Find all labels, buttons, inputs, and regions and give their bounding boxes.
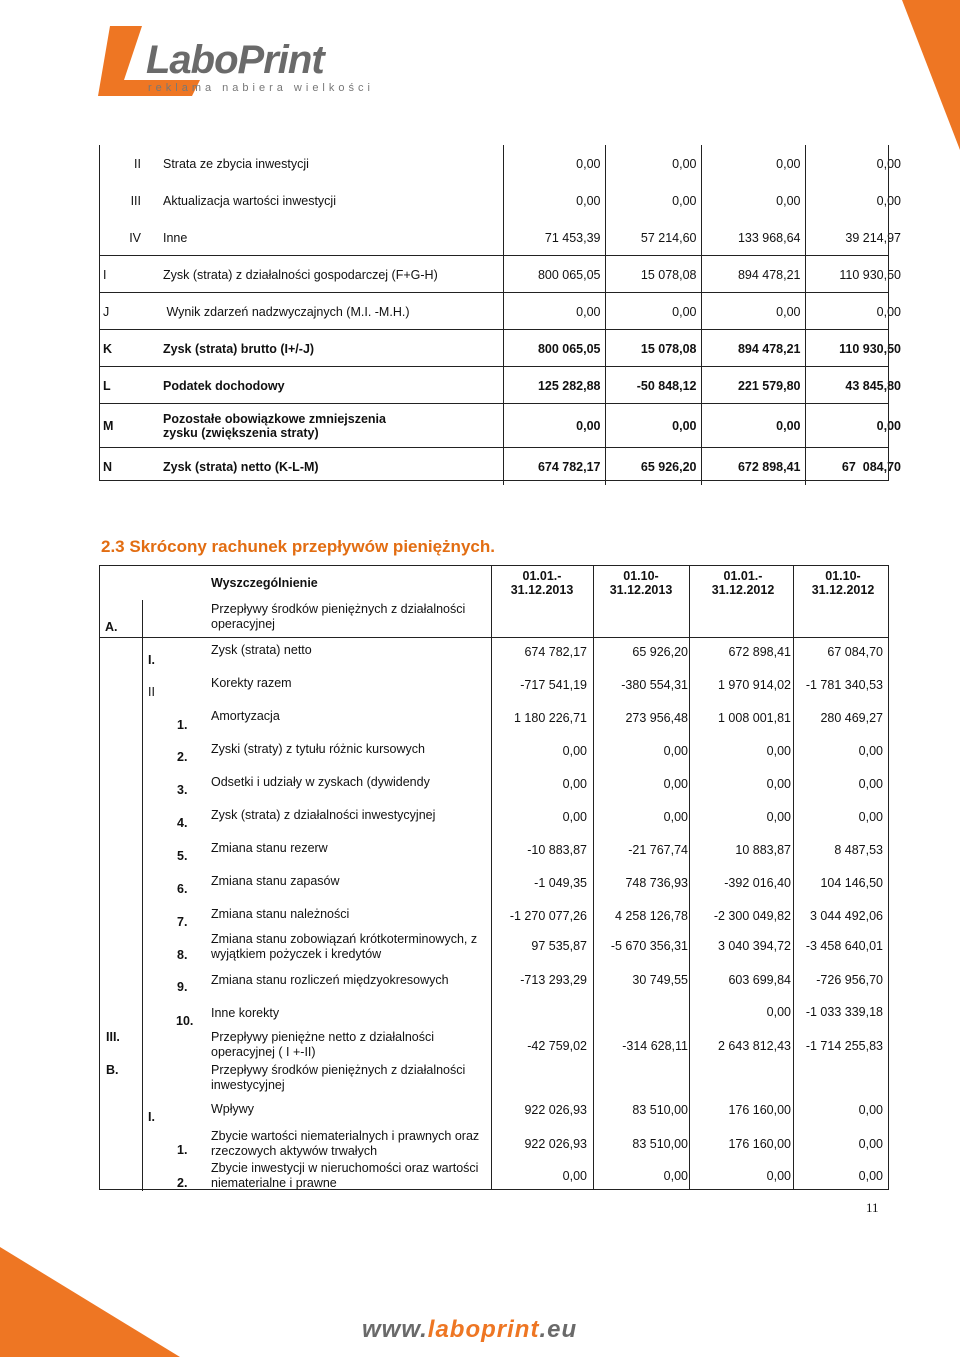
row-value: 0,00 — [858, 1103, 883, 1117]
row-value: -5 670 356,31 — [610, 939, 688, 953]
row-value: 83 510,00 — [632, 1137, 688, 1151]
row-label: Korekty razem — [211, 676, 292, 690]
row-value: 0,00 — [858, 1169, 883, 1183]
row-subindex: 2. — [177, 1176, 188, 1190]
row-divider — [99, 329, 889, 330]
row-label: Zbycie wartości niematerialnych i prawnych oraz rzeczowych aktywów trwałych — [211, 1129, 480, 1158]
row-value: 922 026,93 — [524, 1103, 587, 1117]
row-label: Zmiana stanu zobowiązań krótkoterminowych, z wyjątkiem pożyczek i kredytów — [211, 932, 478, 961]
row-value: 1 008 001,81 — [718, 711, 791, 725]
row-value: -42 759,02 — [527, 1039, 587, 1053]
header-period: 01.10- — [623, 569, 659, 583]
row-value: -1 270 077,26 — [509, 909, 587, 923]
row-label: Zbycie inwestycji w nieruchomości oraz wartości niematerialne i prawne — [211, 1161, 479, 1190]
row-value: 0,00 — [701, 182, 805, 219]
row-value: 3 040 394,72 — [718, 939, 791, 953]
row-value: 97 535,87 — [531, 939, 587, 953]
row-value: 0,00 — [858, 810, 883, 824]
row-value: -392 016,40 — [724, 876, 791, 890]
header-period: 31.12.2013 — [609, 583, 673, 597]
row-subindex: 1. — [177, 718, 188, 732]
row-label: Zmiana stanu należności — [211, 907, 350, 921]
row-value: 0,00 — [701, 145, 805, 182]
header-period: 01.01.- — [522, 569, 562, 583]
table-row — [99, 330, 905, 367]
row-value: -717 541,19 — [520, 678, 587, 692]
table-row — [99, 367, 905, 404]
section-title: 2.3 Skrócony rachunek przepływów pieniężnych. — [101, 537, 495, 556]
row-value: 0,00 — [858, 1137, 883, 1151]
row-value: 674 782,17 — [503, 448, 605, 485]
row-value: 39 214,97 — [805, 219, 905, 256]
row-value: 603 699,84 — [728, 973, 791, 987]
row-value: 15 078,08 — [605, 256, 701, 293]
row-value: 0,00 — [766, 1005, 791, 1019]
row-divider — [99, 255, 889, 256]
footer-url — [362, 1316, 577, 1344]
row-value: 0,00 — [663, 1169, 688, 1183]
row-value: 273 956,48 — [625, 711, 688, 725]
row-value: 0,00 — [766, 1169, 791, 1183]
table-row — [99, 293, 905, 330]
row-divider — [99, 366, 889, 367]
row-value: 0,00 — [701, 404, 805, 448]
row-value: 125 282,88 — [503, 367, 605, 404]
page-number: 11 — [866, 1200, 879, 1215]
row-value: -380 554,31 — [621, 678, 688, 692]
col-divider — [793, 566, 794, 1189]
row-index: II — [148, 685, 155, 699]
row-label: Wynik zdarzeń nadzwyczajnych (M.I. -M.H.) — [163, 304, 410, 319]
row-value: 0,00 — [766, 744, 791, 758]
row-value: 30 749,55 — [632, 973, 688, 987]
row-value: 0,00 — [503, 293, 605, 330]
table-row — [99, 448, 905, 485]
row-value: 672 898,41 — [728, 645, 791, 659]
row-label: Wpływy — [211, 1102, 255, 1116]
row-value: 133 968,64 — [701, 219, 805, 256]
cash-flow-table — [99, 565, 889, 1190]
row-value: 748 736,93 — [625, 876, 688, 890]
row-value: 57 214,60 — [605, 219, 701, 256]
row-subindex: 6. — [177, 882, 188, 896]
row-value: 4 258 126,78 — [615, 909, 688, 923]
row-value: 0,00 — [605, 182, 701, 219]
row-subindex: 8. — [177, 948, 188, 962]
row-value: -21 767,74 — [628, 843, 688, 857]
header-label: Wyszczególnienie — [211, 576, 318, 590]
row-value: 176 160,00 — [728, 1137, 791, 1151]
table-row — [99, 182, 905, 219]
row-subindex: 3. — [177, 783, 188, 797]
row-label: Inne korekty — [211, 1006, 280, 1020]
row-value: 800 065,05 — [503, 330, 605, 367]
section-label: Przepływy środków pieniężnych z działalności operacyjnej — [211, 602, 466, 631]
row-label: Zyski (straty) z tytułu różnic kursowych — [211, 742, 425, 756]
row-value: 1 180 226,71 — [514, 711, 587, 725]
row-value: 10 883,87 — [735, 843, 791, 857]
header-divider — [100, 637, 888, 638]
row-value: 71 453,39 — [503, 219, 605, 256]
header-period: 31.12.2013 — [510, 583, 574, 597]
row-value: -1 781 340,53 — [805, 678, 883, 692]
row-label: Zmiana stanu rozliczeń międzyokresowych — [211, 973, 449, 987]
corner-decoration-top — [902, 0, 960, 150]
row-value: 0,00 — [805, 145, 905, 182]
row-label: Zmiana stanu rezerw — [211, 841, 328, 855]
row-code: J — [103, 304, 110, 319]
row-value: 894 478,21 — [701, 256, 805, 293]
row-code: IV — [129, 230, 141, 245]
row-value: -1 714 255,83 — [805, 1039, 883, 1053]
row-label: Odsetki i udziały w zyskach (dywidendy — [211, 775, 430, 789]
row-value: 67 084,70 — [827, 645, 883, 659]
row-value: 15 078,08 — [605, 330, 701, 367]
income-statement-table — [99, 145, 905, 485]
row-code: K — [103, 341, 113, 356]
row-subindex: 9. — [177, 980, 188, 994]
col-divider — [593, 566, 594, 1189]
row-value: 0,00 — [858, 744, 883, 758]
col-divider — [689, 566, 690, 1189]
row-value: 0,00 — [663, 744, 688, 758]
row-divider — [99, 292, 889, 293]
row-value: 221 579,80 — [701, 367, 805, 404]
row-value: -50 848,12 — [605, 367, 701, 404]
row-value: 65 926,20 — [605, 448, 701, 485]
row-value: 110 930,50 — [805, 256, 905, 293]
row-value: -1 033 339,18 — [805, 1005, 883, 1019]
logo-wordmark: LaboPrint — [146, 38, 324, 82]
row-value: 3 044 492,06 — [810, 909, 883, 923]
row-index: III. — [106, 1030, 120, 1044]
row-value: 0,00 — [605, 404, 701, 448]
row-value: -3 458 640,01 — [805, 939, 883, 953]
row-value: 0,00 — [605, 293, 701, 330]
row-code: M — [103, 419, 114, 433]
row-divider — [99, 403, 889, 404]
row-value: 0,00 — [562, 1169, 587, 1183]
row-subindex: 2. — [177, 750, 188, 764]
row-value: 0,00 — [701, 293, 805, 330]
row-value: 0,00 — [805, 404, 905, 448]
row-label: Zmiana stanu zapasów — [211, 874, 340, 888]
row-label: Podatek dochodowy — [163, 378, 285, 393]
row-divider — [99, 447, 889, 448]
table-row — [99, 219, 905, 256]
row-label: Amortyzacja — [211, 709, 280, 723]
header-period: 01.01.- — [723, 569, 763, 583]
row-label: Zysk (strata) netto — [211, 643, 312, 657]
row-value: 43 845,80 — [805, 367, 905, 404]
row-value: 280 469,27 — [820, 711, 883, 725]
row-code: II — [134, 156, 141, 171]
row-value: 0,00 — [562, 777, 587, 791]
row-index: B. — [106, 1063, 119, 1077]
row-value: 65 926,20 — [632, 645, 688, 659]
row-value: -726 956,70 — [816, 973, 883, 987]
row-value: 0,00 — [503, 404, 605, 448]
row-value: 0,00 — [503, 145, 605, 182]
row-value: 0,00 — [562, 744, 587, 758]
row-subindex: 10. — [176, 1014, 194, 1028]
corner-decoration-bottom — [0, 1247, 180, 1357]
section-code: A. — [105, 620, 118, 634]
row-value: -713 293,29 — [520, 973, 587, 987]
row-index: I. — [148, 653, 155, 667]
row-label: Przepływy środków pieniężnych z działalności inwestycyjnej — [211, 1063, 466, 1092]
row-value: 104 146,50 — [820, 876, 883, 890]
row-label: Zysk (strata) z działalności inwestycyjnej — [211, 808, 436, 822]
row-value: 176 160,00 — [728, 1103, 791, 1117]
row-value: -10 883,87 — [527, 843, 587, 857]
footer-url-suffix: .eu — [539, 1316, 578, 1343]
row-value: 0,00 — [503, 182, 605, 219]
logo-tagline: reklama nabiera wielkości — [148, 82, 374, 94]
row-subindex: 5. — [177, 849, 188, 863]
row-value: -2 300 049,82 — [713, 909, 791, 923]
row-value: 0,00 — [663, 810, 688, 824]
row-value: 0,00 — [805, 293, 905, 330]
footer-url-prefix: www. — [362, 1316, 428, 1343]
row-code: I — [103, 267, 107, 282]
header-period: 01.10- — [825, 569, 861, 583]
row-value: 1 970 914,02 — [718, 678, 791, 692]
row-value: 672 898,41 — [701, 448, 805, 485]
col-divider — [491, 566, 492, 1189]
row-value: 0,00 — [766, 810, 791, 824]
table-row — [99, 145, 905, 182]
row-label: Strata ze zbycia inwestycji — [163, 156, 309, 171]
row-value: 674 782,17 — [524, 645, 587, 659]
row-value: 922 026,93 — [524, 1137, 587, 1151]
row-value: 0,00 — [805, 182, 905, 219]
row-value: 0,00 — [663, 777, 688, 791]
row-value: 0,00 — [766, 777, 791, 791]
row-subindex: 4. — [177, 816, 188, 830]
row-value: 110 930,50 — [805, 330, 905, 367]
footer-url-main: laboprint — [427, 1316, 540, 1343]
row-value: -1 049,35 — [534, 876, 587, 890]
row-value: 0,00 — [562, 810, 587, 824]
row-value: 0,00 — [858, 777, 883, 791]
row-label: Pozostałe obowiązkowe zmniejszenia zysku (zwiększenia straty) — [163, 412, 390, 440]
row-label: Aktualizacja wartości inwestycji — [163, 193, 336, 208]
row-subindex: 1. — [177, 1143, 188, 1157]
table-row — [99, 404, 905, 448]
row-code: L — [103, 378, 111, 393]
header-period: 31.12.2012 — [811, 583, 875, 597]
row-label: Zysk (strata) netto (K-L-M) — [163, 459, 319, 474]
col-divider — [142, 600, 143, 1191]
header-period: 31.12.2012 — [711, 583, 775, 597]
row-code: N — [103, 459, 113, 474]
row-label: Zysk (strata) z działalności gospodarczej (F+G-H) — [163, 267, 438, 282]
row-value: 894 478,21 — [701, 330, 805, 367]
table-row — [99, 256, 905, 293]
row-label: Przepływy pieniężne netto z działalności operacyjnej ( I +-II) — [211, 1030, 435, 1059]
row-value: 800 065,05 — [503, 256, 605, 293]
row-value: 67 084,70 — [805, 448, 905, 485]
row-value: 0,00 — [605, 145, 701, 182]
row-label: Zysk (strata) brutto (I+/-J) — [163, 341, 315, 356]
row-label: Inne — [163, 230, 188, 245]
row-value: 8 487,53 — [834, 843, 883, 857]
row-code: III — [130, 193, 141, 208]
row-value: -314 628,11 — [622, 1039, 688, 1053]
row-value: 83 510,00 — [632, 1103, 688, 1117]
row-index: I. — [148, 1110, 155, 1124]
row-value: 2 643 812,43 — [718, 1039, 791, 1053]
row-subindex: 7. — [177, 915, 188, 929]
